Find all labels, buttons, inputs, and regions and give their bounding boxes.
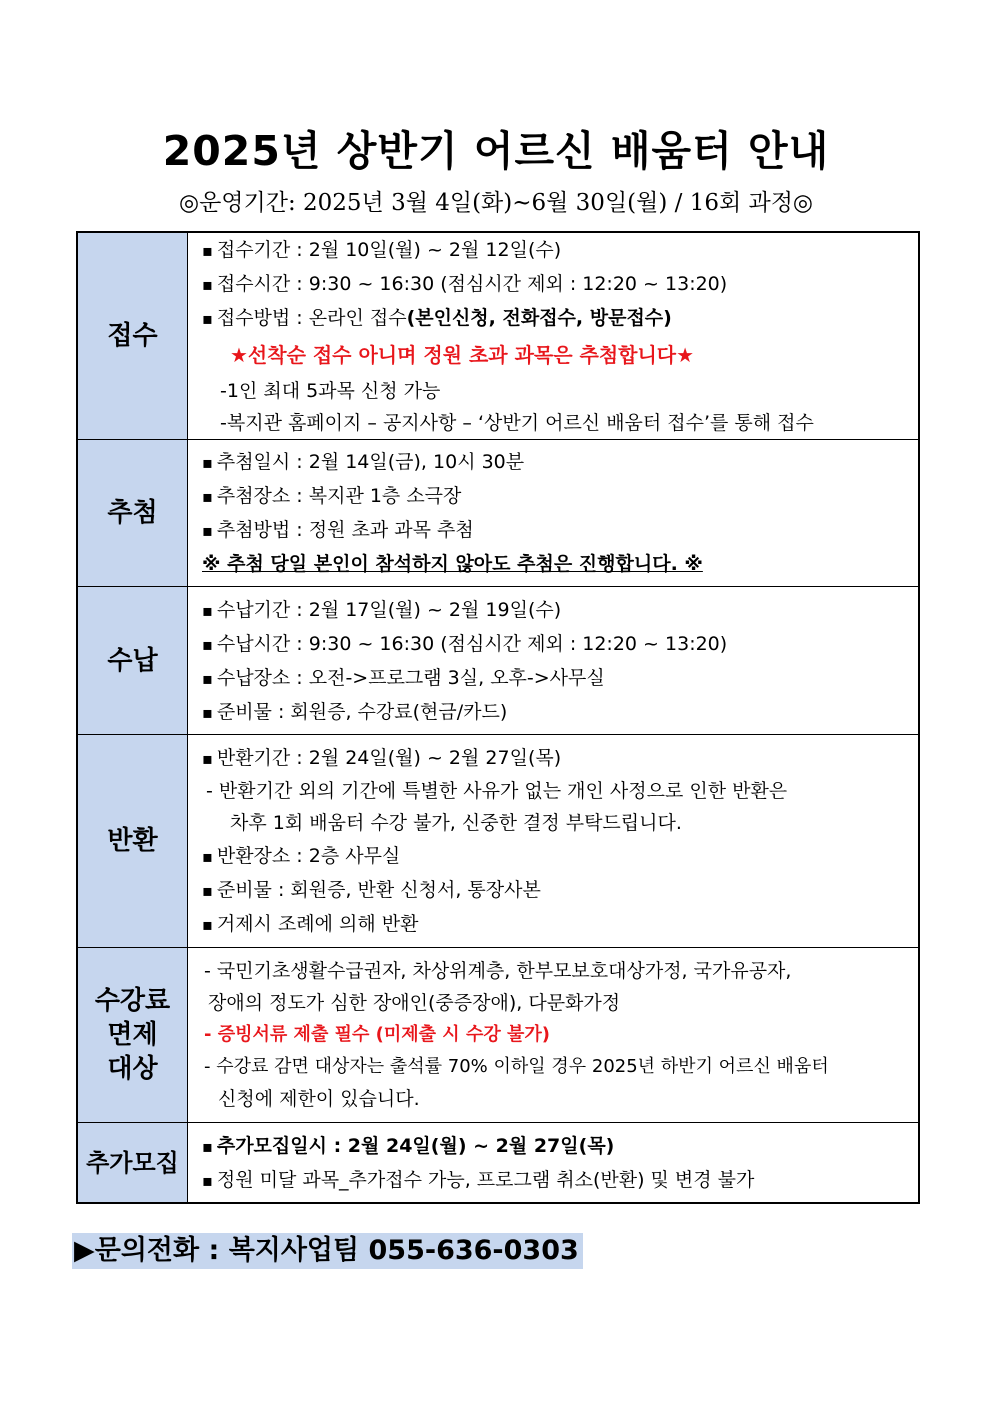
- exemption-line-4: - 수강료 감면 대상자는 출석률 70% 이하일 경우 2025년 하반기 어르신 배움터: [204, 1056, 829, 1077]
- payment-items: ▪ 준비물 : 회원증, 수강료(현금/카드): [202, 695, 918, 729]
- operation-period: ◎운영기간: 2025년 3월 4일(화)~6월 30일(월) / 16회 과정◎: [179, 190, 813, 216]
- content-payment: [188, 587, 920, 735]
- reception-notice: ★선착순 접수 아니며 정원 초과 과목은 추첨합니다★: [230, 343, 695, 367]
- exemption-line-3: - 증빙서류 제출 필수 (미제출 시 수강 불가): [204, 1024, 550, 1045]
- refund-rule: ▪ 거제시 조례에 의해 반환: [202, 907, 918, 941]
- row-refund: [77, 735, 919, 948]
- content-lottery: [188, 440, 920, 587]
- info-table: [76, 231, 920, 1204]
- refund-note-2: 차후 1회 배움터 수강 불가, 신중한 결정 부탁드립니다.: [230, 812, 682, 834]
- label-lottery: 추첨: [77, 440, 188, 587]
- row-exemption: [77, 948, 919, 1123]
- label-payment: 수납: [77, 587, 188, 735]
- reception-method: [202, 301, 918, 335]
- row-lottery: [77, 440, 919, 587]
- label-additional: 추가모집: [77, 1123, 188, 1204]
- content-refund: [188, 735, 920, 948]
- reception-method-text: 접수방법 : 온라인 접수: [216, 307, 407, 329]
- refund-items: ▪ 준비물 : 회원증, 반환 신청서, 통장사본: [202, 873, 918, 907]
- row-additional: [77, 1123, 919, 1204]
- refund-place: ▪ 반환장소 : 2층 사무실: [202, 839, 918, 873]
- lottery-place: ▪ 추첨장소 : 복지관 1층 소극장: [202, 479, 918, 513]
- contact-phone: ▶문의전화 : 복지사업팀 055-636-0303: [72, 1233, 583, 1269]
- payment-time: ▪ 수납시간 : 9:30 ~ 16:30 (점심시간 제외 : 12:20 ~ 13:20): [202, 627, 918, 661]
- lottery-notice: ※ 추첨 당일 본인이 참석하지 않아도 추첨은 진행합니다. ※: [202, 553, 703, 575]
- reception-method-bold: (본인신청, 전화접수, 방문접수): [406, 307, 672, 329]
- reception-note-1: -1인 최대 5과목 신청 가능: [220, 380, 441, 402]
- row-reception: [77, 232, 919, 440]
- exemption-line-5: 신청에 제한이 있습니다.: [218, 1088, 420, 1110]
- lottery-method: ▪ 추첨방법 : 정원 초과 과목 추첨: [202, 513, 918, 547]
- content-additional: [188, 1123, 920, 1204]
- exemption-line-1: - 국민기초생활수급권자, 차상위계층, 한부모보호대상가정, 국가유공자,: [204, 960, 792, 982]
- label-exemption-line-1: 수강료: [94, 986, 171, 1016]
- content-reception: [188, 232, 920, 440]
- label-refund: 반환: [77, 735, 188, 948]
- label-exemption-line-3: 대상: [107, 1054, 158, 1084]
- additional-date: ▪ 추가모집일시 : 2월 24일(월) ~ 2월 27일(목): [202, 1129, 918, 1163]
- reception-time: ▪ 접수시간 : 9:30 ~ 16:30 (점심시간 제외 : 12:20 ~ 13:20): [202, 267, 918, 301]
- additional-note: ▪ 정원 미달 과목_추가접수 가능, 프로그램 취소(반환) 및 변경 불가: [202, 1163, 918, 1197]
- payment-place: ▪ 수납장소 : 오전->프로그램 3실, 오후->사무실: [202, 661, 918, 695]
- reception-note-2: -복지관 홈페이지 – 공지사항 – ‘상반기 어르신 배움터 접수’를 통해 접수: [220, 412, 814, 434]
- label-exemption: [77, 948, 188, 1123]
- content-exemption: [188, 948, 920, 1123]
- label-exemption-line-2: 면제: [107, 1020, 158, 1050]
- page-title: 2025년 상반기 어르신 배움터 안내: [162, 127, 830, 175]
- lottery-date: ▪ 추첨일시 : 2월 14일(금), 10시 30분: [202, 445, 918, 479]
- label-reception: 접수: [77, 232, 188, 440]
- refund-note-1: - 반환기간 외의 기간에 특별한 사유가 없는 개인 사정으로 인한 반환은: [206, 780, 788, 802]
- refund-period: ▪ 반환기간 : 2월 24일(월) ~ 2월 27일(목): [202, 741, 918, 775]
- row-payment: [77, 587, 919, 735]
- exemption-line-2: 장애의 정도가 심한 장애인(중증장애), 다문화가정: [208, 992, 621, 1014]
- payment-period: ▪ 수납기간 : 2월 17일(월) ~ 2월 19일(수): [202, 593, 918, 627]
- reception-period: ▪ 접수기간 : 2월 10일(월) ~ 2월 12일(수): [202, 233, 918, 267]
